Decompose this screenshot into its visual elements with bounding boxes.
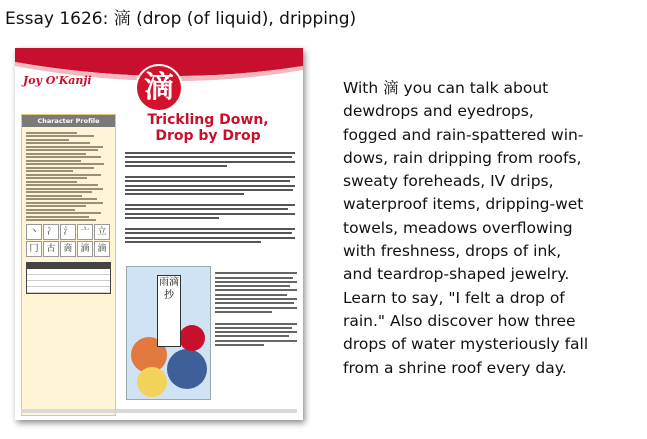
profile-text-block <box>22 127 115 297</box>
page-footer-bar <box>21 409 297 413</box>
description-line: from a shrine roof every day. <box>343 358 567 377</box>
joy-o-kanji-logo: Joy O'Kanji <box>23 74 92 87</box>
description-line: With 滴 you can talk about <box>343 79 549 97</box>
essay-title: Essay 1626: 滴 (drop (of liquid), dripping) <box>5 9 357 29</box>
book-cover-image <box>126 266 211 400</box>
kanji-badge: 滴 <box>137 66 181 110</box>
essay-thumbnail[interactable] <box>15 48 303 420</box>
profile-stats-table <box>26 262 111 294</box>
description-line: and teardrop-shaped jewelry. <box>343 265 570 284</box>
description-line: fogged and rain-spattered win- <box>343 125 584 144</box>
article-title: Trickling Down, Drop by Drop <box>147 112 269 144</box>
description-line: dewdrops and eyedrops, <box>343 102 534 121</box>
description-line: Learn to say, "I felt a drop of <box>343 288 565 307</box>
description-line: rain." Also discover how three <box>343 311 576 330</box>
description-line: towels, meadows overflowing <box>343 218 573 237</box>
description-line: waterproof items, dripping-wet <box>343 195 584 214</box>
description-line: drops of water mysteriously fall <box>343 335 589 354</box>
book-caption <box>215 270 297 348</box>
description-line: dows, rain dripping from roofs, <box>343 148 582 167</box>
essay-description <box>343 77 643 380</box>
description-line: with freshness, drops of ink, <box>343 242 562 261</box>
character-profile-heading: Character Profile <box>22 115 115 127</box>
book-title: 雨滴抄 <box>157 275 181 347</box>
description-line: sweaty foreheads, IV drips, <box>343 172 554 191</box>
character-profile-sidebar <box>21 114 116 416</box>
stroke-order-grid: 丶 冫 氵 亠 立 冂 古 啇 滴 滴 <box>26 224 111 257</box>
article-body <box>125 150 295 245</box>
